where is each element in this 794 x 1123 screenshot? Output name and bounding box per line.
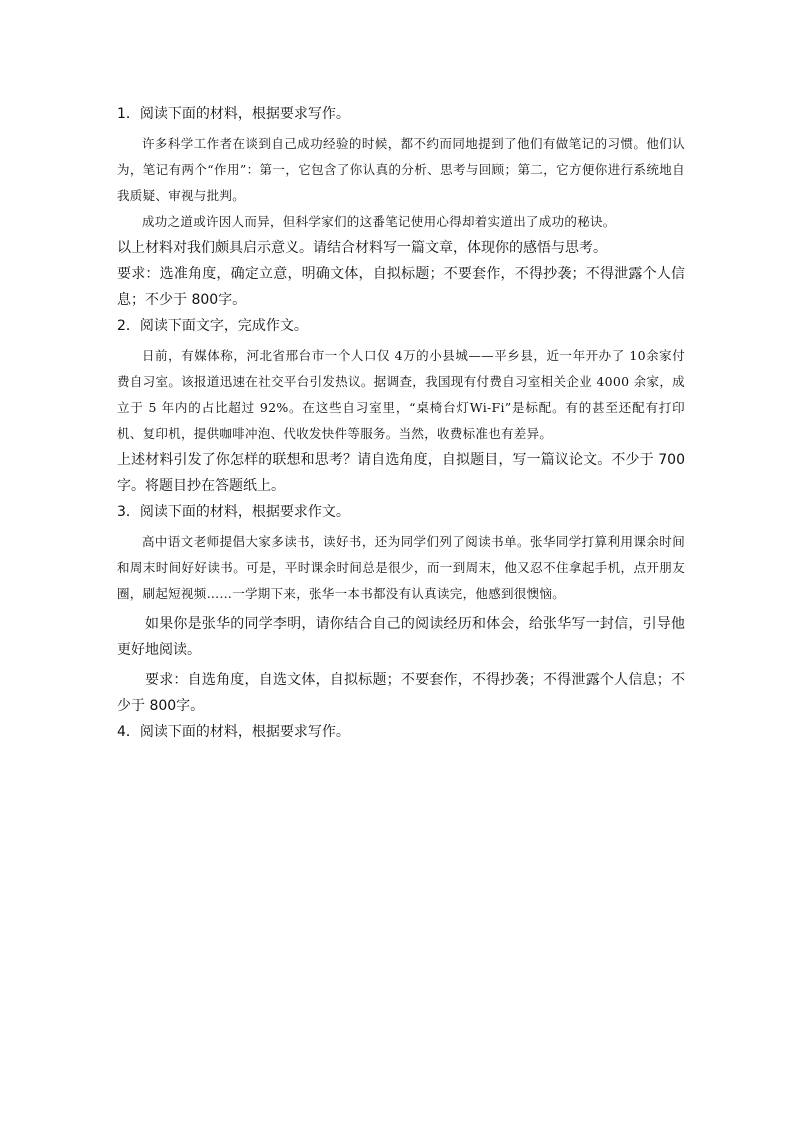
- question-3-prompt: 如果你是张华的同学李明，请你结合自己的阅读经历和体会，给张华写一封信，引导他更好地阅读。: [117, 616, 685, 658]
- question-2-material: 日前，有媒体称，河北省邢台市一个人口仅 4万的小县城——平乡县，近一年开办了 10余家付费自习室。该报道迅速在社交平台引发热议。据调查，我国现有付费自习室相关企业 4000 余家，成立于 5 年内的占比超过 92%。在这些自习室里，“桌椅台灯Wi-Fi”是标配。有的甚至还配有打印机、复印机，提供咖啡冲泡、代收发快件等服务。当然，收费标准也有差异。: [117, 348, 685, 441]
- question-3-material: 高中语文老师提倡大家多读书，读好书，还为同学们列了阅读书单。张华同学打算利用课余时间和周末时间好好读书。可是，平时课余时间总是很少，而一到周末，他又忍不住拿起手机，点开朋友圈，刷起短视频……一学期下来，张华一本书都没有认真读完，他感到很懊恼。: [117, 534, 685, 601]
- question-1-material-paragraph-2: 成功之道或许因人而异，但科学家们的这番笔记使用心得却着实道出了成功的秘诀。: [142, 214, 616, 229]
- question-4-title: 4．阅读下面的材料，根据要求写作。: [117, 724, 350, 740]
- document-page: [117, 101, 685, 745]
- question-1-prompt: 以上材料对我们颇具启示意义。请结合材料写一篇文章，体现你的感悟与思考。: [117, 240, 607, 256]
- question-2-title: 2．阅读下面文字，完成作文。: [117, 318, 308, 334]
- question-3-title: 3．阅读下面的材料，根据要求作文。: [117, 504, 350, 520]
- question-3-requirement: 要求：自选角度，自选文体，自拟标题；不要套作，不得抄袭；不得泄露个人信息；不少于 800字。: [117, 672, 685, 714]
- question-1-material-paragraph-1: 许多科学工作者在谈到自己成功经验的时候，都不约而同地提到了他们有做笔记的习惯。他们认为，笔记有两个“作用”：第一，它包含了你认真的分析、思考与回顾；第二，它方便你进行系统地自我质疑、审视与批判。: [117, 136, 685, 203]
- question-1-requirement: 要求：选准角度，确定立意，明确文体，自拟标题；不要套作，不得抄袭；不得泄露个人信息；不少于 800字。: [117, 266, 685, 308]
- question-1-title: 1．阅读下面的材料，根据要求写作。: [117, 106, 350, 122]
- question-2-prompt: 上述材料引发了你怎样的联想和思考？请自选角度，自拟题目，写一篇议论文。不少于 700字。将题目抄在答题纸上。: [117, 452, 685, 494]
